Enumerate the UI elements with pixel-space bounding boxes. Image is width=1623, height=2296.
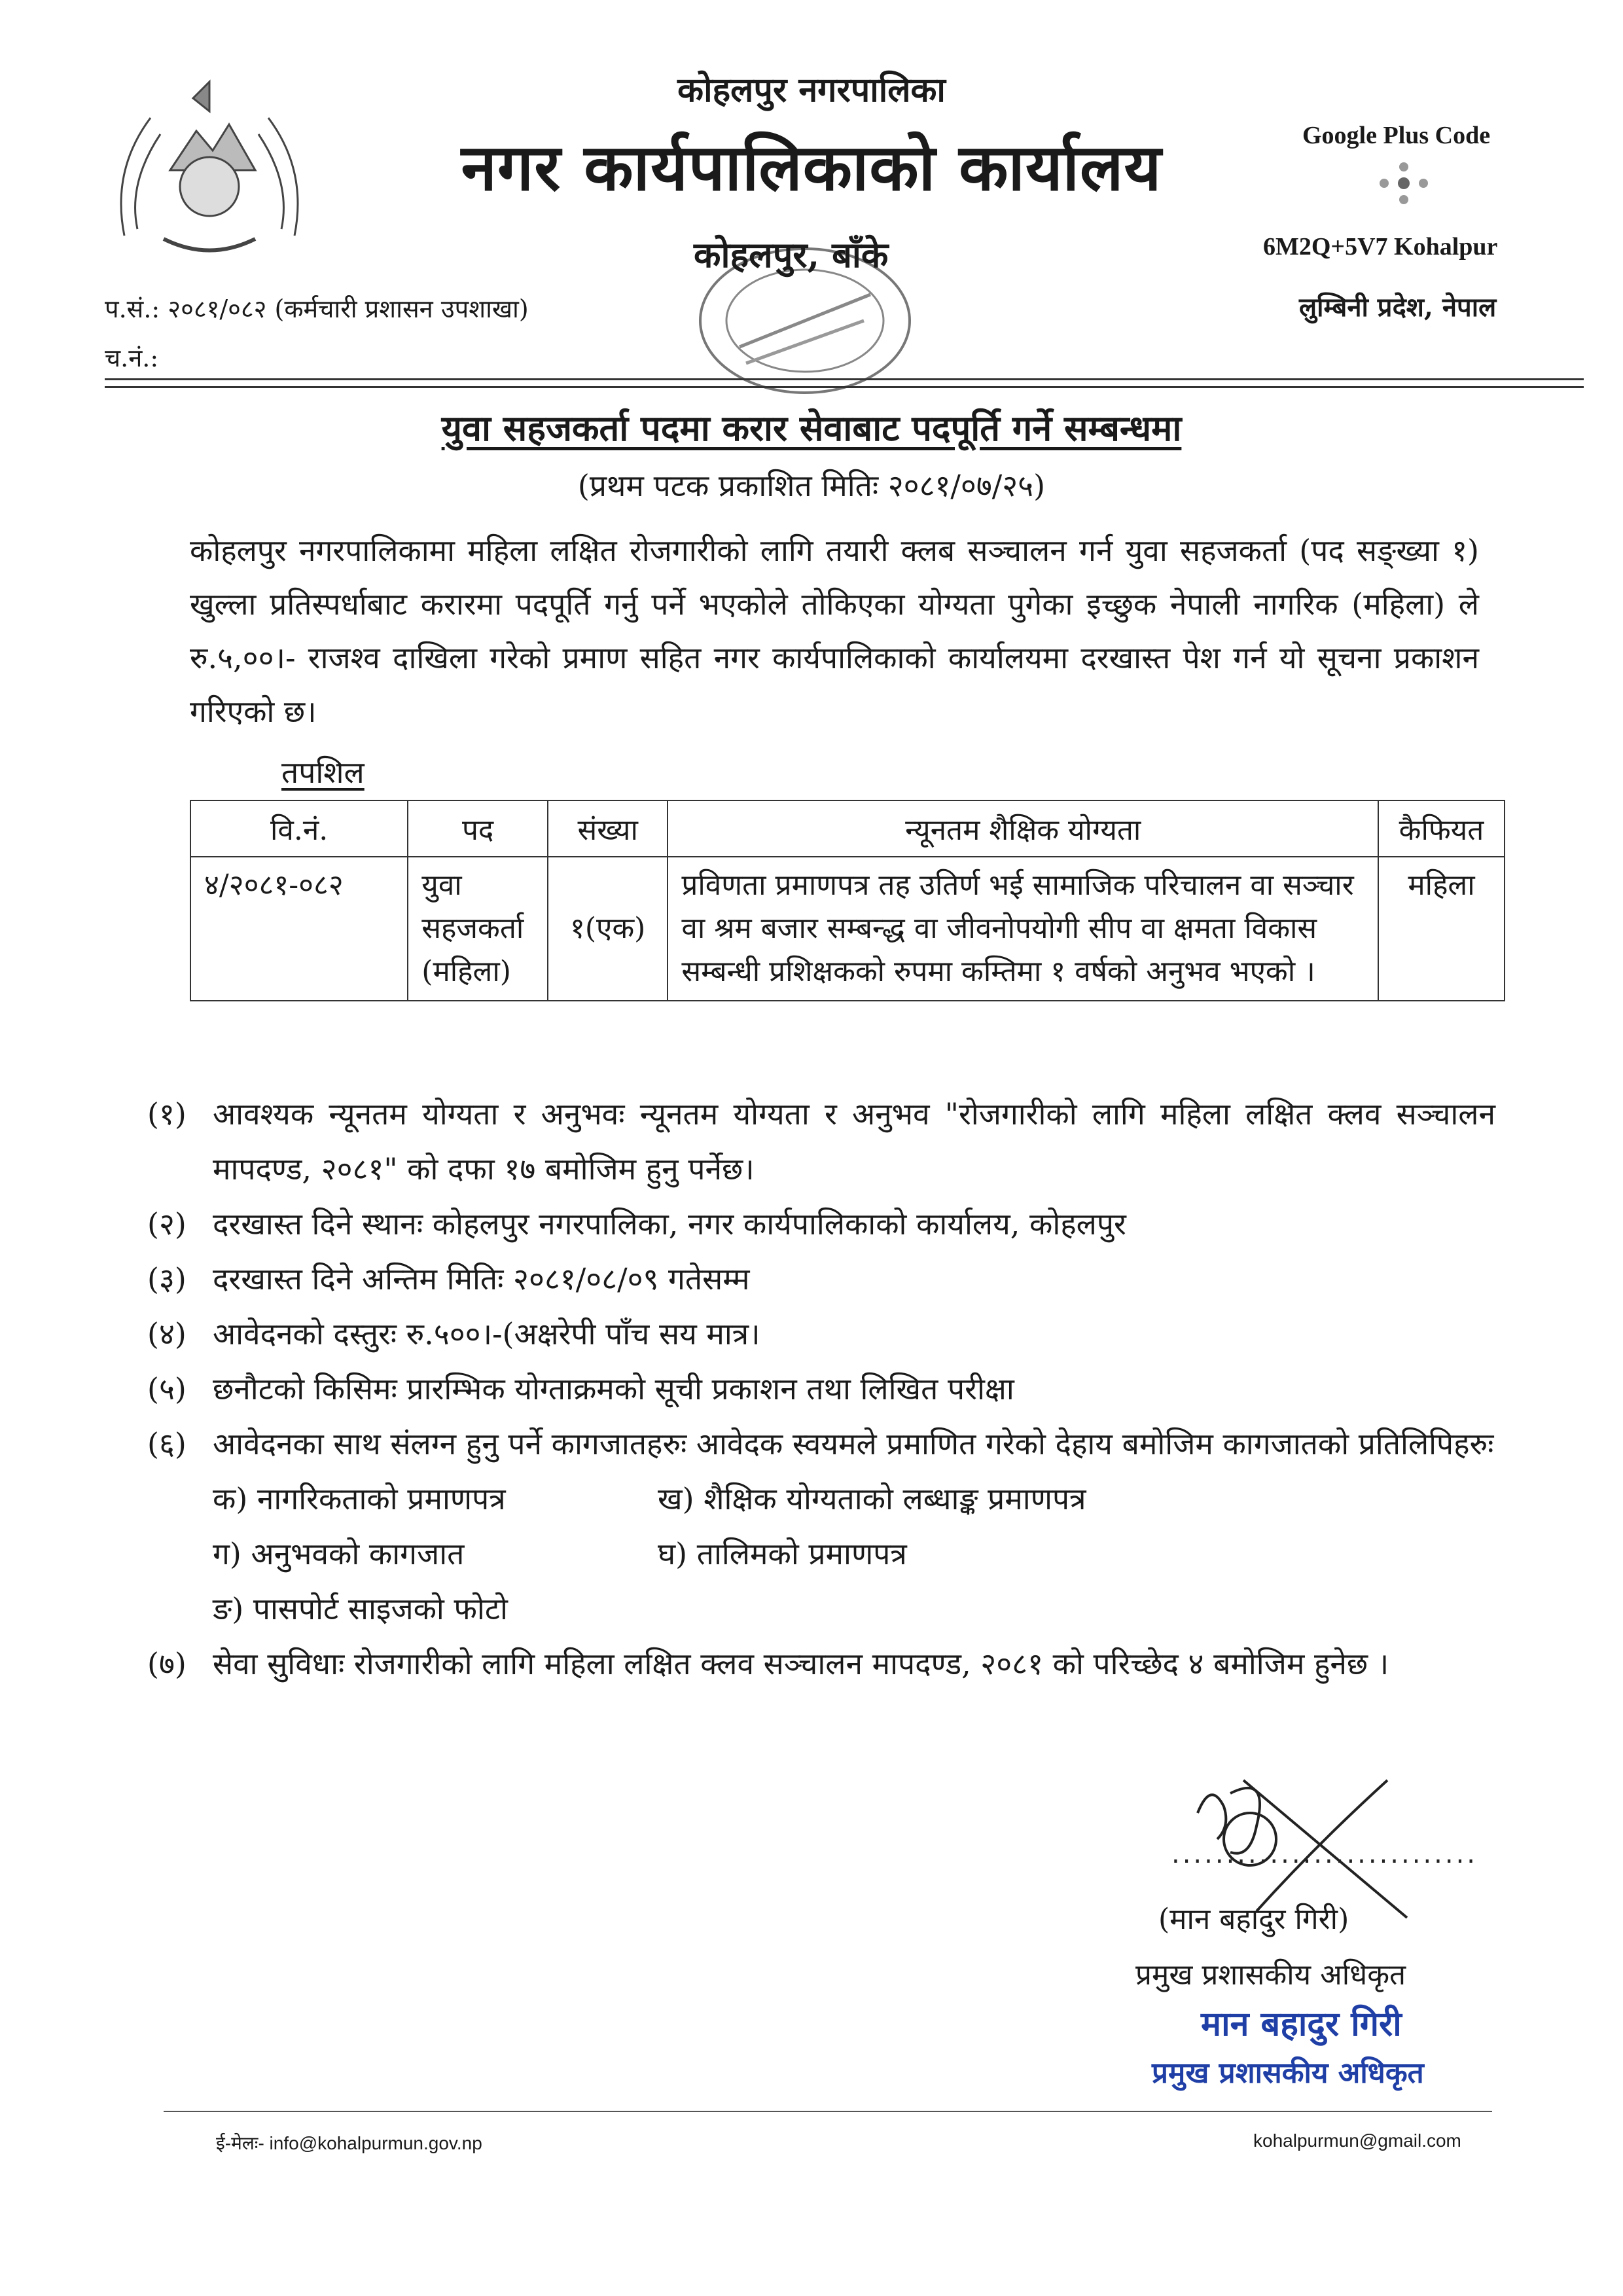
document-item: ङ) पासपोर्ट साइजको फोटो	[213, 1591, 508, 1626]
item-number: (३)	[147, 1261, 187, 1297]
item-number: (२)	[147, 1206, 187, 1242]
reference-number: प.सं.: २०८१/०८२ (कर्मचारी प्रशासन उपशाखा)	[105, 295, 529, 323]
province-name: लुम्बिनी प्रदेश, नेपाल	[1299, 292, 1497, 323]
vacancy-table	[190, 800, 1505, 1001]
item-text: दरखास्त दिने स्थानः कोहलपुर नगरपालिका, नगर कार्यपालिकाको कार्यालय, कोहलपुर	[213, 1206, 1126, 1242]
signatory-role: प्रमुख प्रशासकीय अधिकृत	[1135, 1958, 1406, 1992]
details-label: तपशिल	[281, 755, 365, 790]
name-stamp: मान बहादुर गिरी	[1201, 2005, 1402, 2044]
signature-line: ............................	[1171, 1839, 1478, 1869]
cell-serial: ४/२०८१-०८२	[190, 857, 408, 1001]
item-number: (५)	[147, 1371, 187, 1407]
footer-gmail: kohalpurmun@gmail.com	[1253, 2130, 1461, 2151]
office-location: कोहलपुर, बाँके	[694, 234, 889, 276]
intro-paragraph: कोहलपुर नगरपालिकामा महिला लक्षित रोजगारीको लागि तयारी क्लब सञ्चालन गर्न युवा सहजकर्ता (पद सङ्ख्या १) खुल्ला प्रतिस्पर्धाबाट करारमा पदपूर्ति गर्नु पर्ने भएकोले तोकिएका योग्यता पुगेका इच्छुक नेपाली नागरिक (महिला) ले रु.५,००।- राजश्व दाखिला गरेको प्रमाण सहित नगर कार्यपालिकाको कार्यालयमा दरखास्त पेश गर्न यो सूचना प्रकाशन गरिएको छ।	[190, 533, 1479, 729]
cell-count: १(एक)	[548, 857, 668, 1001]
plus-code-icon	[1368, 160, 1440, 206]
publication-date: (प्रथम पटक प्रकाशित मितिः २०८१/०७/२५)	[577, 468, 1046, 503]
cell-post: युवा सहजकर्ता (महिला)	[408, 857, 548, 1001]
item-text: दरखास्त दिने अन्तिम मितिः २०८१/०८/०९ गतेसम्म	[213, 1261, 750, 1297]
item-text: आवेदनको दस्तुरः रु.५००।-(अक्षरेपी पाँच सय मात्र।	[213, 1316, 760, 1352]
document-item: ग) अनुभवको कागजात	[213, 1536, 465, 1571]
cell-qualification: प्रविणता प्रमाणपत्र तह उतिर्ण भई सामाजिक परिचालन वा सञ्चार वा श्रम बजार सम्बन्द्ध वा जीवनोपयोगी सीप वा क्षमता विकास सम्बन्धी प्रशिक्षकको रुपमा कम्तिमा १ वर्षको अनुभव भएको ।	[668, 857, 1378, 1001]
col-qualification: न्यूनतम शैक्षिक योग्यता	[668, 800, 1378, 857]
dispatch-number: च.नं.:	[105, 344, 159, 372]
table-header-row	[190, 800, 1505, 857]
document-item: क) नागरिकताको प्रमाणपत्र	[213, 1481, 506, 1516]
document-item: घ) तालिमको प्रमाणपत्र	[658, 1536, 907, 1571]
signatory-name: (मान बहादुर गिरी)	[1158, 1903, 1349, 1936]
list-item	[147, 1306, 1495, 1361]
item-number: (१)	[147, 1096, 187, 1132]
list-item	[147, 1196, 1495, 1251]
item-text: सेवा सुविधाः रोजगारीको लागि महिला लक्षित क्लव सञ्चालन मापदण्ड, २०८१ को परिच्छेद ४ बमोजिम हुनेछ ।	[213, 1646, 1389, 1681]
header-divider	[105, 378, 1584, 380]
item-text: छनौटको किसिमः प्रारम्भिक योग्ताक्रमको सूची प्रकाशन तथा लिखित परीक्षा	[213, 1371, 1014, 1407]
table-row	[190, 857, 1505, 1001]
notice-title	[0, 403, 1623, 451]
item-number: (४)	[147, 1316, 187, 1352]
google-plus-code-label: Google Plus Code	[1302, 122, 1491, 149]
col-count: संख्या	[548, 800, 668, 857]
col-post: पद	[408, 800, 548, 857]
notice-title-text: युवा सहजकर्ता पदमा करार सेवाबाट पदपूर्ति गर्ने सम्बन्धमा	[441, 407, 1182, 449]
role-stamp: प्रमुख प्रशासकीय अधिकृत	[1152, 2056, 1424, 2090]
required-documents	[213, 1471, 1495, 1636]
footer-email: ई-मेलः- info@kohalpurmun.gov.np	[216, 2133, 482, 2153]
google-plus-code: 6M2Q+5V7 Kohalpur	[1263, 233, 1498, 260]
footer-divider	[164, 2111, 1492, 2112]
conditions-list	[147, 1086, 1495, 1691]
list-item	[147, 1251, 1495, 1306]
document-item: ख) शैक्षिक योग्यताको लब्धाङ्क प्रमाणपत्र	[658, 1481, 1086, 1516]
list-item	[147, 1416, 1495, 1471]
office-name: नगर कार्यपालिकाको कार्यालय	[461, 130, 1162, 206]
cell-remarks: महिला	[1378, 857, 1505, 1001]
col-serial: वि.नं.	[190, 800, 408, 857]
item-number: (६)	[147, 1426, 187, 1462]
item-number: (७)	[147, 1646, 187, 1681]
municipality-name: कोहलपुर नगरपालिका	[677, 70, 946, 110]
item-text: आवश्यक न्यूनतम योग्यता र अनुभवः न्यूनतम योग्यता र अनुभव "रोजगारीको लागि महिला लक्षित क्लव सञ्चालन मापदण्ड, २०८१" को दफा १७ बमोजिम हुनु पर्नेछ।	[213, 1096, 1495, 1187]
item-text: आवेदनका साथ संलग्न हुनु पर्ने कागजातहरुः आवेदक स्वयमले प्रमाणित गरेको देहाय बमोजिम कागजातको प्रतिलिपिहरुः	[213, 1426, 1494, 1462]
col-remarks: कैफियत	[1378, 800, 1505, 857]
list-item	[147, 1086, 1495, 1196]
header-divider-second	[105, 386, 1584, 388]
list-item	[147, 1636, 1495, 1691]
list-item	[147, 1361, 1495, 1416]
